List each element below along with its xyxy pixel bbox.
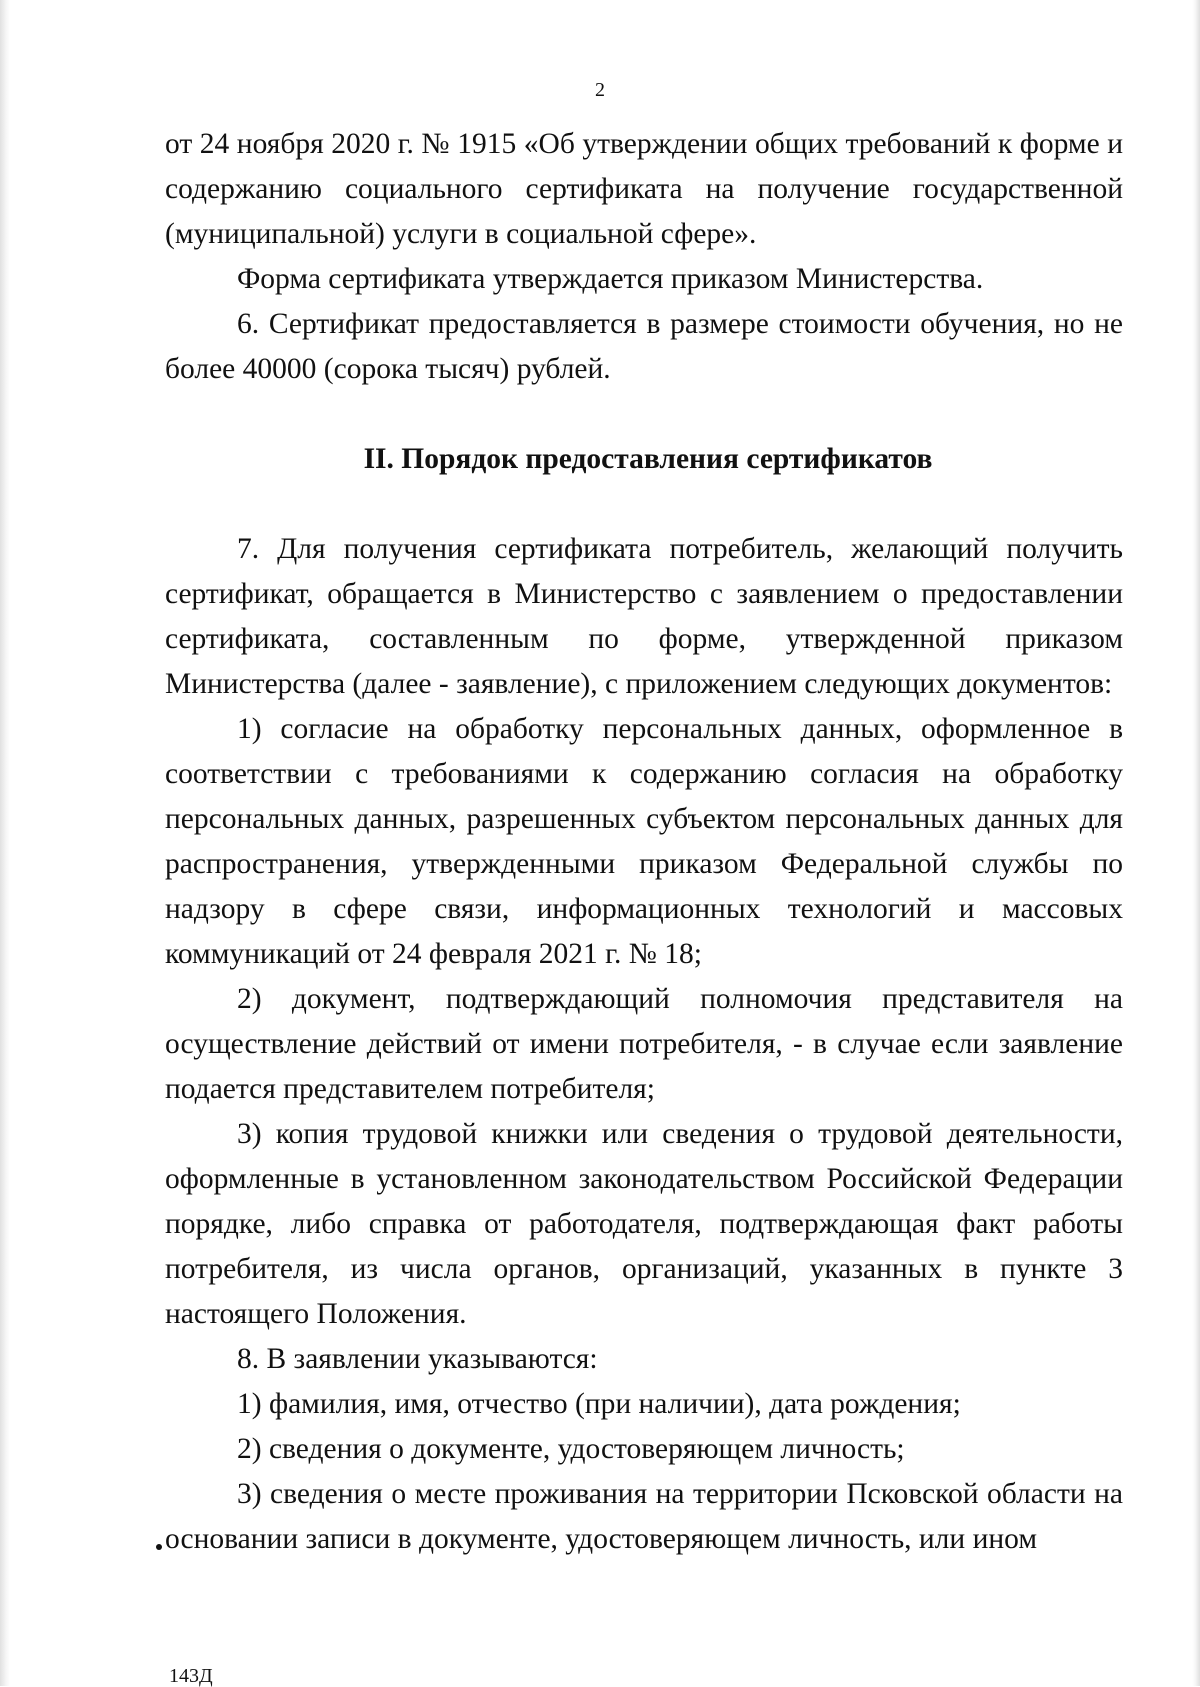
page-number: 2 (595, 79, 605, 101)
paragraph-7: 7. Для получения сертификата потребитель, желающий получить сертификат, обращается в Министерство с заявлением о предоставлении сертификата, составленным по форме, утвержденной приказом Министерства (далее - заявление), с приложением следующих документов: (165, 533, 1123, 700)
list-item-consent: 1) согласие на обработку персональных данных, оформленное в соответствии с требованиями к содержанию согласия на обработку персональных данных, разрешенных субъектом персональных данных для распространения, утвержденными приказом Федеральной службы по надзору в сфере связи, информационных технологий и массовых коммуникаций от 24 февраля 2021 г. № 18; (165, 713, 1123, 970)
section-heading-text: II. Порядок предоставления сертификатов (363, 443, 933, 475)
footer-code: 143Д (169, 1665, 213, 1687)
paragraph-6: 6. Сертификат предоставляется в размере стоимости обучения, но не более 40000 (сорока тысяч) рублей. (165, 308, 1123, 385)
list-item-identity-document: 2) сведения о документе, удостоверяющем личность; (237, 1433, 905, 1465)
list-item-name-dob: 1) фамилия, имя, отчество (при наличии), дата рождения; (237, 1388, 961, 1420)
scan-left-edge (0, 0, 10, 1686)
margin-dot-mark (156, 1544, 162, 1550)
section-heading (165, 437, 1123, 482)
paragraph-continuation: от 24 ноября 2020 г. № 1915 «Об утверждении общих требований к форме и содержанию социального сертификата на получение государственной (муниципальной) услуги в социальной сфере». (165, 128, 1123, 250)
list-item-residence: 3) сведения о месте проживания на территории Псковской области на основании записи в документе, удостоверяющем личность, или ином (165, 1478, 1123, 1555)
paragraph-8: 8. В заявлении указываются: (237, 1343, 598, 1375)
paragraph-form-approval: Форма сертификата утверждается приказом Министерства. (237, 263, 984, 295)
document-body (165, 122, 1123, 1562)
scan-right-edge (1192, 0, 1200, 1686)
list-item-authority-document: 2) документ, подтверждающий полномочия представителя на осуществление действий от имени потребителя, - в случае если заявление подается представителем потребителя; (165, 983, 1123, 1105)
list-item-employment-record: 3) копия трудовой книжки или сведения о трудовой деятельности, оформленные в установленном законодательством Российской Федерации порядке, либо справка от работодателя, подтверждающая факт работы потребителя, из числа органов, организаций, указанных в пункте 3 настоящего Положения. (165, 1118, 1123, 1330)
